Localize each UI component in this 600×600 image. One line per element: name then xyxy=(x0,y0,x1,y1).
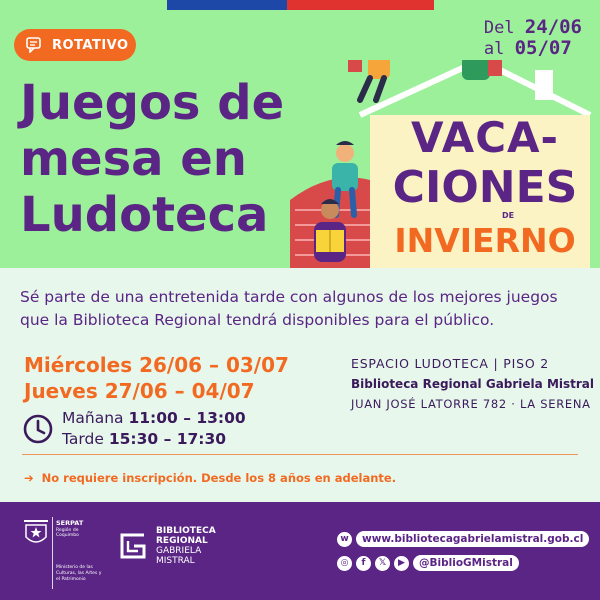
social-row xyxy=(337,554,589,572)
library-line2: REGIONAL xyxy=(156,536,208,546)
contact-links xyxy=(337,530,589,578)
date-from: 24/06 xyxy=(524,16,582,38)
art-ciones: CIONES xyxy=(392,162,578,213)
footer xyxy=(0,502,600,600)
x-icon[interactable]: 𝕏 xyxy=(375,556,390,571)
time-label: Mañana xyxy=(62,409,124,427)
date-to: 05/07 xyxy=(514,37,572,59)
winter-vacation-illustration xyxy=(290,60,600,268)
date-from-prefix: Del xyxy=(483,18,515,38)
schedule-row xyxy=(24,378,289,404)
ministry-name: Ministerio de las Culturas, las Artes y el Patrimonio xyxy=(56,565,102,582)
schedule-range: 27/06 – 04/07 xyxy=(104,379,255,403)
chile-crest-icon xyxy=(22,517,50,549)
art-invierno: INVIERNO xyxy=(394,221,576,260)
page-title xyxy=(20,75,320,243)
date-range xyxy=(484,17,582,59)
schedule-day: Jueves xyxy=(24,379,98,403)
arrow-right-icon: ➔ xyxy=(24,471,34,485)
flag-stripes xyxy=(167,0,434,10)
serpat-region: Región de Coquimbo xyxy=(56,528,79,538)
library-line3: GABRIELA xyxy=(156,546,202,556)
description: Sé parte de una entretenida tarde con algunos de los mejores juegos que la Biblioteca Regional tendrá disponibles para el público. xyxy=(20,288,558,329)
schedule-row xyxy=(24,352,289,378)
title-line: Juegos de xyxy=(20,75,285,131)
time-range: 11:00 – 13:00 xyxy=(128,409,246,427)
website-link[interactable]: www.bibliotecagabrielamistral.gob.cl xyxy=(356,531,589,547)
art-de: DE xyxy=(501,211,515,220)
time-label: Tarde xyxy=(62,430,104,448)
library-line4: MISTRAL xyxy=(156,556,195,566)
tag-label: ROTATIVO xyxy=(52,37,129,53)
date-to-prefix: al xyxy=(483,39,505,59)
time-range: 15:30 – 17:30 xyxy=(108,430,227,448)
title-line: Ludoteca xyxy=(20,187,269,243)
chat-icon xyxy=(26,37,44,53)
website-row[interactable] xyxy=(337,530,589,548)
library-logo xyxy=(116,526,216,566)
info-section xyxy=(0,268,600,502)
art-vaca: VACA- xyxy=(411,113,559,162)
note-text: No requiere inscripción. Desde los 8 años en adelante. xyxy=(41,471,397,485)
schedule xyxy=(24,352,289,404)
time-slots xyxy=(22,408,246,450)
venue-address: JUAN JOSÉ LATORRE 782 · LA SERENA xyxy=(351,397,591,411)
social-handle[interactable]: @BiblioGMistral xyxy=(413,555,519,571)
serpat-logo xyxy=(22,517,102,589)
youtube-icon[interactable]: ▶ xyxy=(394,556,409,571)
rotativo-tag xyxy=(14,29,136,61)
time-row xyxy=(62,408,246,429)
facebook-icon[interactable]: f xyxy=(356,556,371,571)
time-row xyxy=(62,429,246,450)
divider xyxy=(22,454,578,455)
web-icon: w xyxy=(337,532,352,547)
schedule-range: 26/06 – 03/07 xyxy=(139,353,289,377)
venue-space: ESPACIO LUDOTECA | PISO 2 xyxy=(351,356,549,371)
venue-name: Biblioteca Regional Gabriela Mistral xyxy=(351,377,594,391)
hero-section xyxy=(0,0,600,268)
title-line: mesa en xyxy=(20,131,247,187)
instagram-icon[interactable]: ◎ xyxy=(337,556,352,571)
registration-note xyxy=(24,471,396,485)
venue xyxy=(351,354,594,414)
serpat-name: SERPAT xyxy=(56,519,84,527)
schedule-day: Miércoles xyxy=(24,353,133,377)
library-monogram-icon xyxy=(116,529,150,563)
library-line1: BIBLIOTECA xyxy=(156,526,216,536)
clock-icon xyxy=(22,413,54,445)
